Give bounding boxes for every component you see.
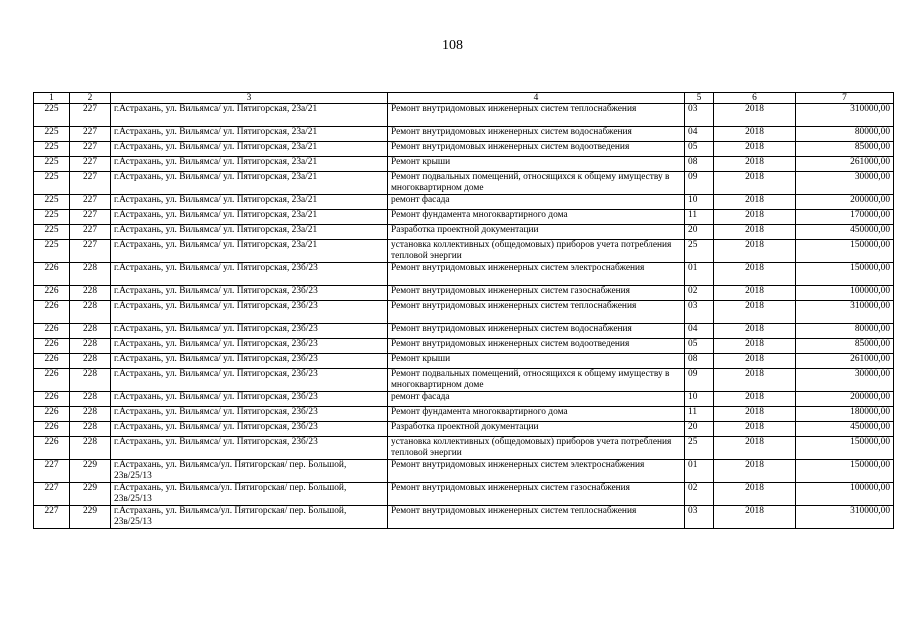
cost-cell: 450000,00: [796, 422, 894, 437]
cost-cell: 200000,00: [796, 195, 894, 210]
address-cell: г.Астрахань, ул. Вильямса/ул. Пятигорская/ пер. Большой, 23в/25/13: [111, 483, 388, 506]
row-number-cell: 226: [34, 422, 70, 437]
cost-cell: 80000,00: [796, 127, 894, 142]
year-cell: 2018: [714, 407, 796, 422]
item-number-cell: 227: [70, 240, 111, 263]
cost-cell: 80000,00: [796, 324, 894, 339]
work-code-cell: 03: [685, 506, 714, 529]
row-number-cell: 226: [34, 437, 70, 460]
row-number-cell: 226: [34, 369, 70, 392]
table-row: [34, 506, 894, 529]
work-type-cell: Ремонт внутридомовых инженерных систем газоснабжения: [388, 483, 685, 506]
cost-cell: 170000,00: [796, 210, 894, 225]
work-code-cell: 20: [685, 422, 714, 437]
work-type-cell: Ремонт внутридомовых инженерных систем электроснабжения: [388, 263, 685, 286]
year-cell: 2018: [714, 460, 796, 483]
work-code-cell: 01: [685, 460, 714, 483]
work-code-cell: 08: [685, 354, 714, 369]
column-header: 1: [34, 93, 70, 104]
item-number-cell: 228: [70, 301, 111, 324]
work-type-cell: Ремонт подвальных помещений, относящихся к общему имуществу в многоквартирном доме: [388, 172, 685, 195]
table-header-row: [34, 93, 894, 104]
work-type-cell: Разработка проектной документации: [388, 225, 685, 240]
row-number-cell: 227: [34, 483, 70, 506]
table-row: [34, 142, 894, 157]
row-number-cell: 227: [34, 460, 70, 483]
year-cell: 2018: [714, 225, 796, 240]
row-number-cell: 226: [34, 286, 70, 301]
address-cell: г.Астрахань, ул. Вильямса/ ул. Пятигорская, 23б/23: [111, 324, 388, 339]
table-row: [34, 104, 894, 127]
year-cell: 2018: [714, 506, 796, 529]
address-cell: г.Астрахань, ул. Вильямса/ ул. Пятигорская, 23б/23: [111, 263, 388, 286]
address-cell: г.Астрахань, ул. Вильямса/ ул. Пятигорская, 23б/23: [111, 437, 388, 460]
item-number-cell: 228: [70, 392, 111, 407]
row-number-cell: 225: [34, 172, 70, 195]
item-number-cell: 228: [70, 286, 111, 301]
cost-cell: 100000,00: [796, 286, 894, 301]
address-cell: г.Астрахань, ул. Вильямса/ ул. Пятигорская, 23а/21: [111, 157, 388, 172]
work-type-cell: Ремонт внутридомовых инженерных систем теплоснабжения: [388, 506, 685, 529]
work-type-cell: ремонт фасада: [388, 195, 685, 210]
row-number-cell: 225: [34, 157, 70, 172]
row-number-cell: 225: [34, 195, 70, 210]
work-type-cell: Ремонт внутридомовых инженерных систем газоснабжения: [388, 286, 685, 301]
cost-cell: 310000,00: [796, 104, 894, 127]
address-cell: г.Астрахань, ул. Вильямса/ ул. Пятигорская, 23б/23: [111, 407, 388, 422]
cost-cell: 310000,00: [796, 301, 894, 324]
work-type-cell: Ремонт крыши: [388, 157, 685, 172]
row-number-cell: 225: [34, 142, 70, 157]
table-row: [34, 392, 894, 407]
work-type-cell: Ремонт фундамента многоквартирного дома: [388, 210, 685, 225]
row-number-cell: 225: [34, 225, 70, 240]
row-number-cell: 225: [34, 104, 70, 127]
cost-cell: 310000,00: [796, 506, 894, 529]
address-cell: г.Астрахань, ул. Вильямса/ ул. Пятигорская, 23а/21: [111, 210, 388, 225]
work-type-cell: Ремонт внутридомовых инженерных систем электроснабжения: [388, 460, 685, 483]
column-header: 4: [388, 93, 685, 104]
table-row: [34, 324, 894, 339]
item-number-cell: 228: [70, 407, 111, 422]
table-row: [34, 240, 894, 263]
work-code-cell: 03: [685, 301, 714, 324]
row-number-cell: 225: [34, 240, 70, 263]
year-cell: 2018: [714, 195, 796, 210]
row-number-cell: 226: [34, 407, 70, 422]
cost-cell: 100000,00: [796, 483, 894, 506]
address-cell: г.Астрахань, ул. Вильямса/ ул. Пятигорская, 23а/21: [111, 104, 388, 127]
year-cell: 2018: [714, 127, 796, 142]
page-number: 108: [442, 38, 463, 53]
item-number-cell: 228: [70, 263, 111, 286]
row-number-cell: 226: [34, 263, 70, 286]
table-row: [34, 407, 894, 422]
year-cell: 2018: [714, 240, 796, 263]
table-row: [34, 369, 894, 392]
row-number-cell: 226: [34, 339, 70, 354]
row-number-cell: 227: [34, 506, 70, 529]
cost-cell: 450000,00: [796, 225, 894, 240]
cost-cell: 30000,00: [796, 369, 894, 392]
item-number-cell: 229: [70, 483, 111, 506]
year-cell: 2018: [714, 286, 796, 301]
work-code-cell: 11: [685, 407, 714, 422]
work-type-cell: установка коллективных (общедомовых) приборов учета потребления тепловой энергии: [388, 437, 685, 460]
cost-cell: 85000,00: [796, 142, 894, 157]
table-row: [34, 127, 894, 142]
work-type-cell: Ремонт внутридомовых инженерных систем водоотведения: [388, 142, 685, 157]
row-number-cell: 226: [34, 354, 70, 369]
year-cell: 2018: [714, 157, 796, 172]
item-number-cell: 228: [70, 437, 111, 460]
cost-cell: 261000,00: [796, 354, 894, 369]
work-type-cell: Ремонт внутридомовых инженерных систем водоотведения: [388, 339, 685, 354]
year-cell: 2018: [714, 369, 796, 392]
work-code-cell: 10: [685, 195, 714, 210]
address-cell: г.Астрахань, ул. Вильямса/ул. Пятигорская/ пер. Большой, 23в/25/13: [111, 506, 388, 529]
year-cell: 2018: [714, 210, 796, 225]
column-header: 7: [796, 93, 894, 104]
item-number-cell: 227: [70, 104, 111, 127]
cost-cell: 30000,00: [796, 172, 894, 195]
cost-cell: 150000,00: [796, 437, 894, 460]
address-cell: г.Астрахань, ул. Вильямса/ ул. Пятигорская, 23б/23: [111, 339, 388, 354]
item-number-cell: 228: [70, 422, 111, 437]
table-row: [34, 460, 894, 483]
work-code-cell: 09: [685, 172, 714, 195]
year-cell: 2018: [714, 392, 796, 407]
work-type-cell: Ремонт внутридомовых инженерных систем водоснабжения: [388, 324, 685, 339]
item-number-cell: 227: [70, 127, 111, 142]
item-number-cell: 227: [70, 225, 111, 240]
item-number-cell: 229: [70, 460, 111, 483]
work-type-cell: установка коллективных (общедомовых) приборов учета потребления тепловой энергии: [388, 240, 685, 263]
year-cell: 2018: [714, 142, 796, 157]
work-code-cell: 05: [685, 142, 714, 157]
item-number-cell: 228: [70, 324, 111, 339]
table-row: [34, 195, 894, 210]
address-cell: г.Астрахань, ул. Вильямса/ ул. Пятигорская, 23б/23: [111, 369, 388, 392]
item-number-cell: 227: [70, 172, 111, 195]
column-header: 3: [111, 93, 388, 104]
year-cell: 2018: [714, 483, 796, 506]
address-cell: г.Астрахань, ул. Вильямса/ ул. Пятигорская, 23б/23: [111, 354, 388, 369]
work-code-cell: 04: [685, 324, 714, 339]
work-type-cell: Ремонт внутридомовых инженерных систем теплоснабжения: [388, 301, 685, 324]
table-row: [34, 210, 894, 225]
cost-cell: 261000,00: [796, 157, 894, 172]
work-code-cell: 20: [685, 225, 714, 240]
table-row: [34, 172, 894, 195]
year-cell: 2018: [714, 301, 796, 324]
item-number-cell: 227: [70, 157, 111, 172]
address-cell: г.Астрахань, ул. Вильямса/ ул. Пятигорская, 23а/21: [111, 225, 388, 240]
table-row: [34, 437, 894, 460]
address-cell: г.Астрахань, ул. Вильямса/ ул. Пятигорская, 23б/23: [111, 392, 388, 407]
table-row: [34, 301, 894, 324]
row-number-cell: 225: [34, 127, 70, 142]
item-number-cell: 227: [70, 195, 111, 210]
year-cell: 2018: [714, 339, 796, 354]
address-cell: г.Астрахань, ул. Вильямса/ ул. Пятигорская, 23б/23: [111, 422, 388, 437]
work-code-cell: 09: [685, 369, 714, 392]
year-cell: 2018: [714, 354, 796, 369]
work-code-cell: 25: [685, 437, 714, 460]
row-number-cell: 226: [34, 324, 70, 339]
table-row: [34, 263, 894, 286]
work-type-cell: Ремонт фундамента многоквартирного дома: [388, 407, 685, 422]
work-type-cell: Ремонт подвальных помещений, относящихся к общему имуществу в многоквартирном доме: [388, 369, 685, 392]
year-cell: 2018: [714, 324, 796, 339]
work-type-cell: Разработка проектной документации: [388, 422, 685, 437]
work-code-cell: 02: [685, 483, 714, 506]
table-row: [34, 286, 894, 301]
table-row: [34, 483, 894, 506]
row-number-cell: 226: [34, 301, 70, 324]
address-cell: г.Астрахань, ул. Вильямса/ ул. Пятигорская, 23б/23: [111, 301, 388, 324]
repair-schedule-table: [33, 92, 894, 529]
row-number-cell: 225: [34, 210, 70, 225]
item-number-cell: 227: [70, 142, 111, 157]
table-row: [34, 422, 894, 437]
work-code-cell: 05: [685, 339, 714, 354]
address-cell: г.Астрахань, ул. Вильямса/ ул. Пятигорская, 23б/23: [111, 286, 388, 301]
cost-cell: 200000,00: [796, 392, 894, 407]
work-code-cell: 03: [685, 104, 714, 127]
cost-cell: 150000,00: [796, 263, 894, 286]
cost-cell: 180000,00: [796, 407, 894, 422]
address-cell: г.Астрахань, ул. Вильямса/ ул. Пятигорская, 23а/21: [111, 240, 388, 263]
column-header: 2: [70, 93, 111, 104]
work-code-cell: 08: [685, 157, 714, 172]
work-code-cell: 10: [685, 392, 714, 407]
address-cell: г.Астрахань, ул. Вильямса/ ул. Пятигорская, 23а/21: [111, 195, 388, 210]
item-number-cell: 228: [70, 354, 111, 369]
work-code-cell: 02: [685, 286, 714, 301]
year-cell: 2018: [714, 104, 796, 127]
work-type-cell: Ремонт внутридомовых инженерных систем водоснабжения: [388, 127, 685, 142]
year-cell: 2018: [714, 263, 796, 286]
table-row: [34, 354, 894, 369]
table-row: [34, 339, 894, 354]
row-number-cell: 226: [34, 392, 70, 407]
address-cell: г.Астрахань, ул. Вильямса/ ул. Пятигорская, 23а/21: [111, 127, 388, 142]
address-cell: г.Астрахань, ул. Вильямса/ул. Пятигорская/ пер. Большой, 23в/25/13: [111, 460, 388, 483]
column-header: 5: [685, 93, 714, 104]
table-row: [34, 225, 894, 240]
address-cell: г.Астрахань, ул. Вильямса/ ул. Пятигорская, 23а/21: [111, 142, 388, 157]
work-type-cell: Ремонт внутридомовых инженерных систем теплоснабжения: [388, 104, 685, 127]
year-cell: 2018: [714, 172, 796, 195]
table-row: [34, 157, 894, 172]
item-number-cell: 228: [70, 369, 111, 392]
address-cell: г.Астрахань, ул. Вильямса/ ул. Пятигорская, 23а/21: [111, 172, 388, 195]
year-cell: 2018: [714, 422, 796, 437]
work-type-cell: Ремонт крыши: [388, 354, 685, 369]
item-number-cell: 228: [70, 339, 111, 354]
work-code-cell: 25: [685, 240, 714, 263]
work-type-cell: ремонт фасада: [388, 392, 685, 407]
column-header: 6: [714, 93, 796, 104]
cost-cell: 150000,00: [796, 460, 894, 483]
cost-cell: 85000,00: [796, 339, 894, 354]
cost-cell: 150000,00: [796, 240, 894, 263]
item-number-cell: 227: [70, 210, 111, 225]
work-code-cell: 01: [685, 263, 714, 286]
item-number-cell: 229: [70, 506, 111, 529]
work-code-cell: 11: [685, 210, 714, 225]
year-cell: 2018: [714, 437, 796, 460]
work-code-cell: 04: [685, 127, 714, 142]
